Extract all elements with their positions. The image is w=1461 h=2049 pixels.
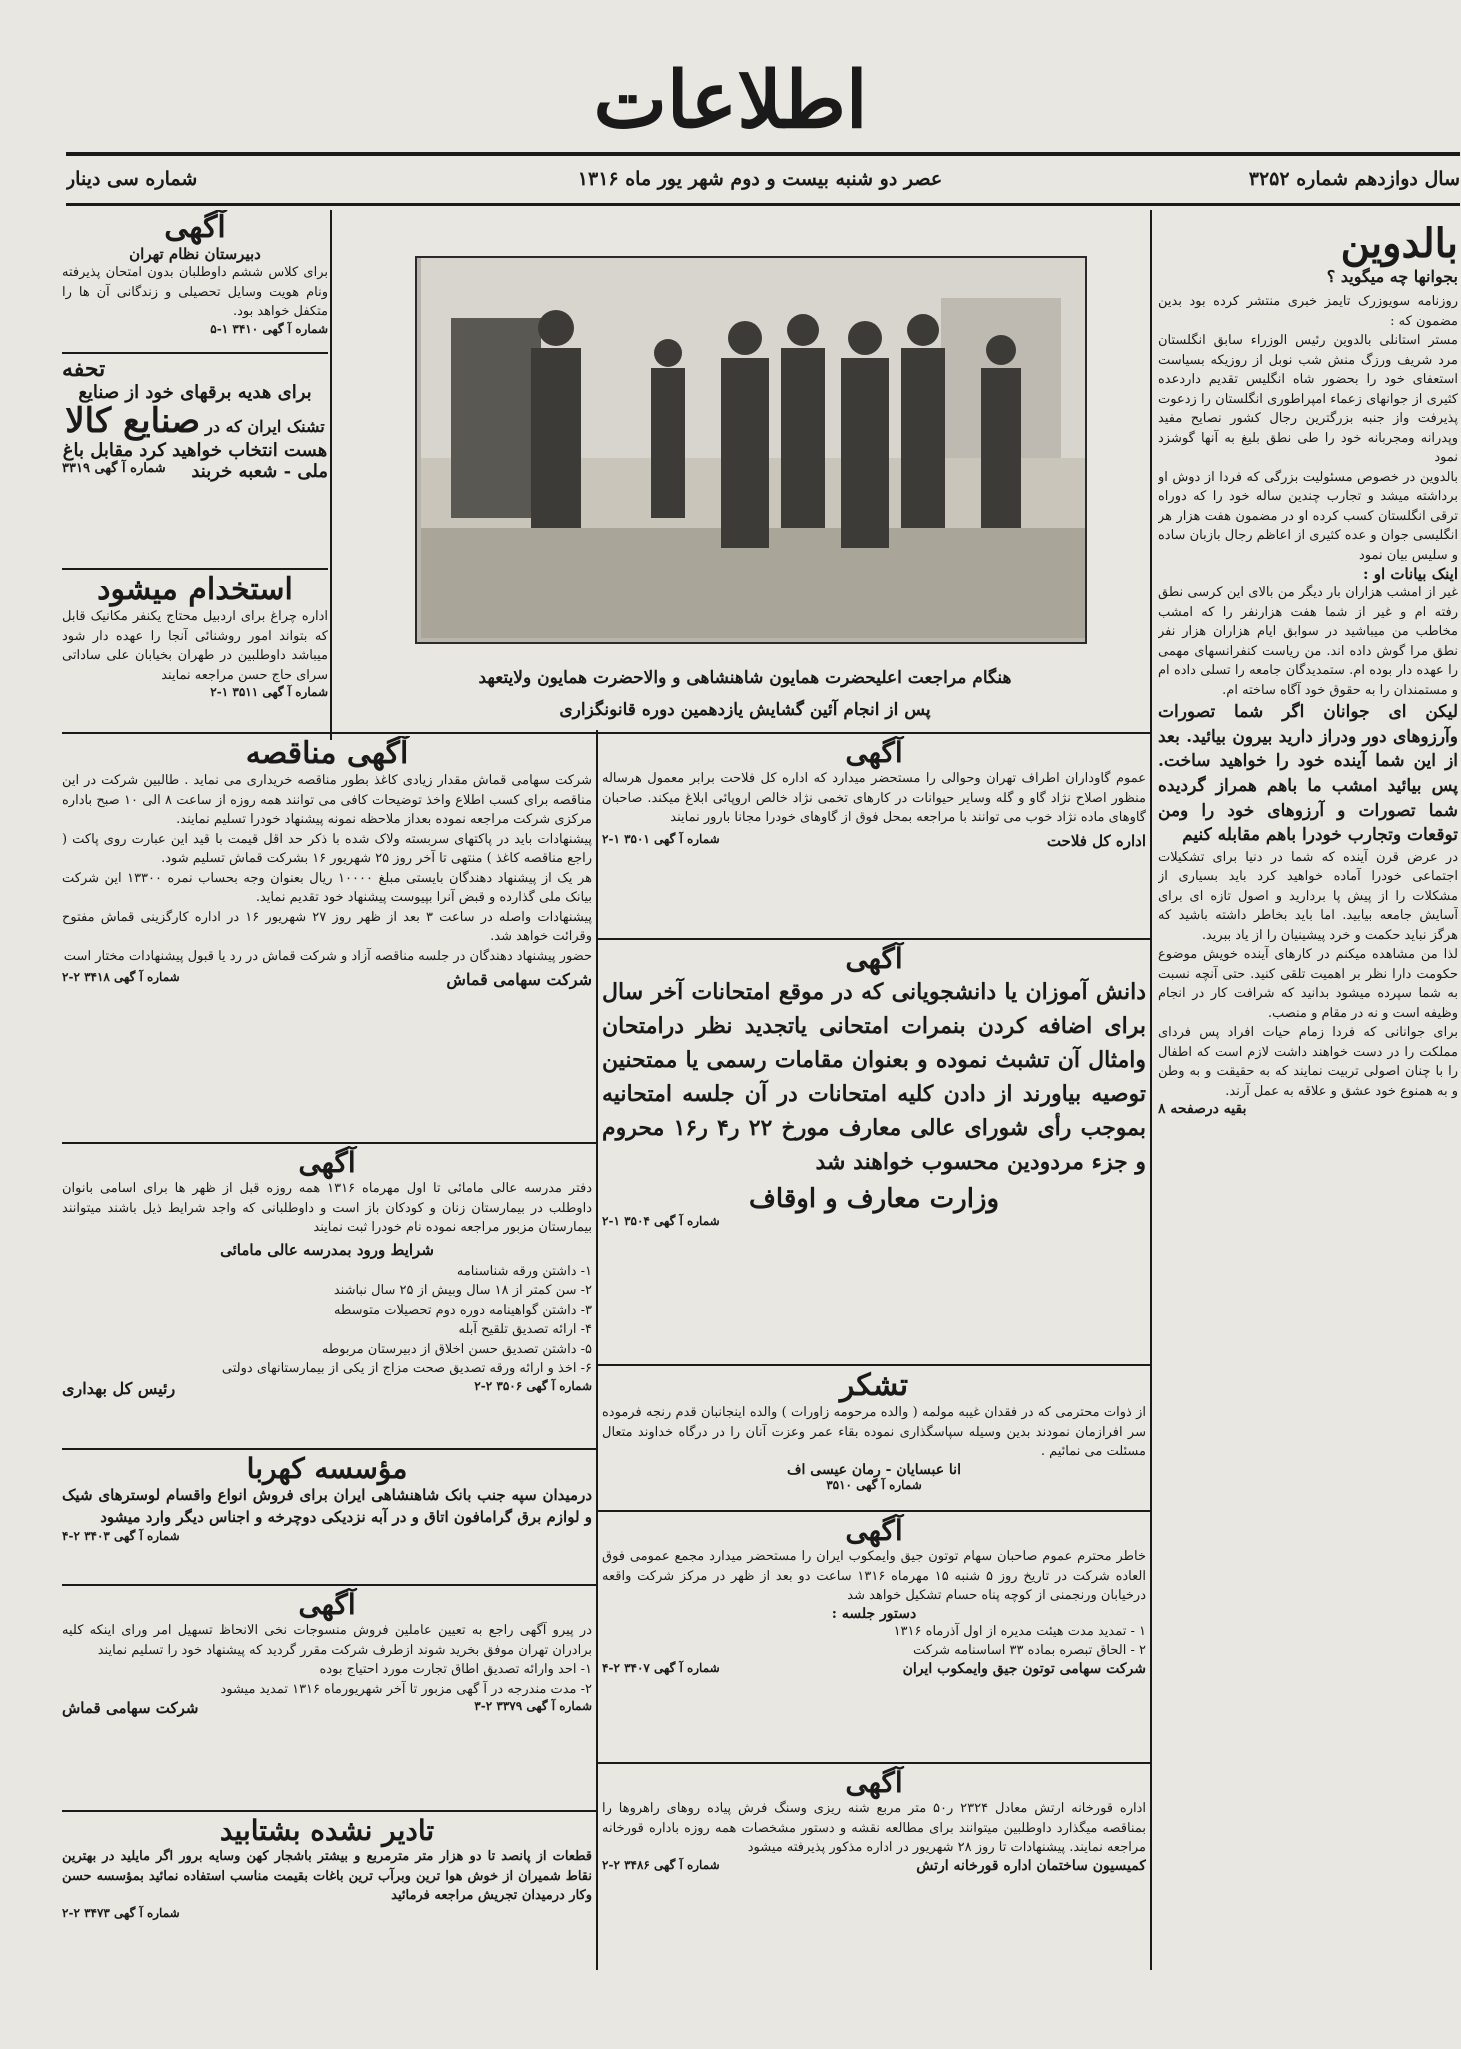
list-item: ۲ - الحاق تبصره بماده ۳۳ اساسنامه شرکت xyxy=(913,1643,1146,1658)
ad-hiring-ref: شماره آ گهی ۳۵۱۱ ۱-۲ xyxy=(210,685,328,699)
ad-army-signature: کمیسیون ساختمان اداره قورخانه ارتش xyxy=(916,1857,1146,1874)
royal-photo xyxy=(415,256,1087,644)
divider xyxy=(62,352,328,354)
ad-qumash-signature: شرکت سهامی قماش xyxy=(62,1699,199,1717)
ad-hiring-text: اداره چراغ برای اردبیل محتاج یکنفر مکانیک قابل که بتواند امور روشنائی آنجا را عهده دار شود میباشد داوطلبین در طهران بخیابان علی ساداتی سرای حاج حسن مراجعه نمایند xyxy=(62,609,328,683)
ad-tender-paragraph: هر یک از پیشنهاد دهندگان بایستی مبلغ ۱۰۰۰۰ ریال بعنوان وجه بحساب نمره ۱۳۳۰۰ این شرکت بیانک ملی گذارده و قبض آنرا بپیوست پیشنهاد خود تقدیم نماید. xyxy=(62,870,592,905)
photo-caption-1: هنگام مراجعت اعلیحضرت همایون شاهنشاهی و والاحضرت همایون ولایتعهد xyxy=(478,668,1012,688)
baldwin-speech-heading: اینک بیانات او : xyxy=(1362,565,1458,583)
ad-gift-line1: برای هدیه برقهای خود از صنایع xyxy=(78,382,312,403)
ad-rare-text: قطعات از پانصد تا دو هزار متر مترمربع و بیشتر باشجار کهن وسایه برور اگر مایلید در بهترین نقاط شمیران از خوش هوا ترین وبرآب ترین باغات بقیمت مناسب استفاده نمائید بمؤسسه حسن وکار درمیدان تجریش مراجعه فرمائید xyxy=(62,1849,592,1903)
dateline-rule xyxy=(66,203,1460,206)
ad-gift-title: تحفه xyxy=(62,356,106,382)
ad-students-title: آگهی xyxy=(845,942,903,975)
list-item: ۱- احد وارائه تصدیق اطاق تجارت مورد احتیاج بوده xyxy=(319,1662,592,1677)
divider xyxy=(62,568,328,570)
dateline-date: عصر دو شنبه بیست و دوم شهر یور ماه ۱۳۱۶ xyxy=(577,168,943,190)
baldwin-paragraph: لذا من مشاهده میکنم در کارهای آینده خویش موضوع حکومت دارا نظر بر اهمیت تلقی کنید. حتی آنچه نسبت به شما سپرده میشود بدانید که شرافت کار در انجام وظیفه است و نه در مقام و منصب. xyxy=(1158,947,1458,1021)
ad-thanks xyxy=(602,1368,1146,1508)
baldwin-paragraph: مستر استانلی بالدوین رئیس الوزراء سابق انگلستان مرد شریف ورزگ منش شب نوبل از روزیکه بسیاست استعفای خود را بحضور شاه انگلیس تقدیم داردعده کثیری از جوانهای زعماء امپراطوری انگلستان را زدعوت پذیرفت واز جنبه بزرگترین رجال کشور نصایح مفید وپدرانه ومجربانه خود را طی نطق بلیغ به آنها گوشزد نمود xyxy=(1158,333,1458,465)
list-item: ۱ - تمدید مدت هیئت مدیره از اول آذرماه ۱۳۱۶ xyxy=(893,1623,1146,1639)
ad-military-school-text: برای کلاس ششم داوطلبان بدون امتحان پذیرفته ونام هویت وسایل تحصیلی و زندگانی آن ها را متکفل خواهد بود. xyxy=(62,265,328,319)
ad-tender-paragraph: شرکت سهامی قماش مقدار زیادی کاغذ بطور مناقصه خریداری می نماید . طالبین شرکت در این مناقصه برای کسب اطلاع واخذ توضیحات کافی می توانند همه روزه از ساعت ۸ الی ۱۰ صبح باداره مرکزی شرکت مراجعه نموده بعداز ملاحظه نمونه پیشنهاد خودرا تسلیم نمایند. xyxy=(62,773,592,827)
ad-students-ref: شماره آ گهی ۳۵۰۴ ۱-۲ xyxy=(602,1213,720,1228)
ad-tobacco-text: خاطر محترم عموم صاحبان سهام توتون جیق وایمکوب ایران را مستحضر میدارد مجمع عمومی فوق العاده شرکت در تاریخ روز ۵ شنبه ۱۵ مهرماه ۱۳۱۶ ساعت دو بعد از ظهر در مرکز شرکت واقعه درخیابان ورنجمنی از کوچه پناه حسام تشکیل خواهد شد xyxy=(602,1549,1146,1603)
ad-thanks-ref: شماره آ گهی ۳۵۱۰ xyxy=(826,1477,922,1492)
ad-kahroba-ref: شماره آ گهی ۳۴۰۳ ۲-۴ xyxy=(62,1528,180,1543)
ad-gift-line2: تشنک ایران که در xyxy=(205,417,325,436)
ad-kahroba-text: درمیدان سپه جنب بانک شاهنشاهی ایران برای فروش انواع واقسام لوسترهای شیک و لوازم برق گرامافون اتاق و در آبه نزدیکی دوچرخه و اجناس دیگر وارد میشود xyxy=(62,1486,592,1526)
column-rule-top-left xyxy=(330,210,332,740)
baldwin-paragraph: در عرض قرن آینده که شما در دنیا برای تشکیلات اجتماعی خودرا آماده خواهید کرد باید بسیاری از مشکلات را از پیش پا بردارید و اصول تازه ای برای آسایش جامعه بیابید. اما باید بخاطر داشته باشید که هرگز نباید حکمت و خرد پیشینیان را از یاد ببرید. xyxy=(1158,849,1458,943)
divider xyxy=(62,1448,596,1450)
ad-gift xyxy=(62,356,328,566)
ad-thanks-title: تشکر xyxy=(839,1368,909,1403)
baldwin-paragraph-bold: لیکن ای جوانان اگر شما تصورات وآرزوهای دور ودراز دارید بیرون بیائید. بعد از این شما آینده خود را خواهید ساخت. پس بیائید امشب ما باهم همراز گردیده شما تصورات و آرزوهای خود را ومن توقعات وتجارب خودرا باهم مقابله کنیم xyxy=(1158,702,1458,846)
baldwin-article xyxy=(1158,220,1458,1970)
baldwin-paragraph: برای جوانانی که فردا زمام حیات افراد پس فردای مملکت را در دست خواهند داشت لازم است که اطفال را با چنان اصولی تربیت نمایند که به حقیقت و به وطن و به همنوع خود عشق و علاقه به عمل آرند. xyxy=(1158,1025,1458,1099)
baldwin-paragraph: روزنامه سویوزرک تایمز خبری منتشر کرده بود بدین مضمون که : xyxy=(1158,294,1458,329)
ad-students-signature: وزارت معارف و اوقاف xyxy=(748,1183,1000,1214)
divider xyxy=(598,938,1150,940)
divider xyxy=(598,1510,1150,1512)
baldwin-subtitle: بجوانها چه میگوید ؟ xyxy=(1326,267,1458,286)
ad-tender-paragraph: پیشنهادات واصله در ساعت ۳ بعد از ظهر روز ۲۷ شهریور ۱۶ در اداره کارگزینی قماش مفتوح وقرائت خواهد شد. xyxy=(62,909,592,944)
baldwin-title: بالدوین xyxy=(1340,220,1458,267)
ad-rare-ref: شماره آ گهی ۳۴۷۳ ۲-۲ xyxy=(62,1905,180,1920)
ad-tobacco xyxy=(602,1514,1146,1760)
ad-army-title: آگهی xyxy=(845,1766,903,1799)
ad-tender-paragraph: حضور پیشنهاد دهندگان در جلسه مناقصه آزاد و شرکت قماش در رد یا قبول پیشنهادات مختار است xyxy=(63,948,592,964)
list-item: ۱- داشتن ورقه شناسنامه xyxy=(456,1263,592,1279)
baldwin-paragraph: غیر از امشب هزاران بار دیگر من بالای این کرسی نطق رفته ام و غیر از شما هفت هزارنفر را که امشب مخاطب من میباشید در سوابق ایام هزاران هزار نفر نطق مرا گوش داده اند. من ریاست کنفرانسهای مهمی را عهده دار بوده ام. ستمدیدگان جامعه را تسلی داده ام و مستمندان را به حقوق خود آگاه ساخته ام. xyxy=(1158,585,1458,698)
ad-lands-ref: شماره آ گهی ۳۵۰۱ ۱-۲ xyxy=(602,831,720,846)
masthead-rule xyxy=(66,152,1460,156)
ad-tobacco-agenda-title: دستور جلسه : xyxy=(831,1605,917,1622)
divider xyxy=(62,732,1150,734)
ad-tobacco-signature: شرکت سهامی توتون جیق وایمکوب ایران xyxy=(902,1660,1146,1677)
ad-tender-ref: شماره آ گهی ۳۴۱۸ ۲-۲ xyxy=(62,970,180,984)
ad-midwifery-signature: رئیس کل بهداری xyxy=(62,1378,176,1398)
ad-army-ref: شماره آ گهی ۳۴۸۶ ۲-۲ xyxy=(602,1857,720,1872)
ad-students-text: دانش آموزان یا دانشجویانی که در موقع امتحانات آخر سال برای اضافه کردن بنمرات امتحانی یاتجدید نظر درامتحان وامثال آن تشبث نموده و بعنوان مقامات رسمی یا ممتحنین توصیه بیاورند از دادن کلیه امتحانات در آن جلسه امتحانیه بموجب رأی شورای عالی معارف مورخ ۲۲ ر۴ ر۱۶ محروم و جزء مردودین محسوب خواهند شد xyxy=(602,979,1146,1176)
ad-thanks-signature: انا عبسایان - رمان عیسی اف xyxy=(787,1461,961,1478)
ad-hiring-title: استخدام میشود xyxy=(97,572,293,607)
ad-midwifery-title: آگهی xyxy=(298,1146,356,1179)
list-item: ۳- داشتن گواهینامه دوره دوم تحصیلات متوسطه xyxy=(334,1302,592,1318)
ad-kahroba xyxy=(62,1452,592,1582)
ad-rare xyxy=(62,1814,592,1969)
list-item: ۲- مدت مندرجه در آ گهی مزبور تا آخر شهریورماه ۱۳۱۶ تمدید میشود xyxy=(220,1681,592,1697)
ad-midwifery-conditions-title: شرایط ورود بمدرسه عالی مامائی xyxy=(220,1240,434,1259)
ad-tobacco-title: آگهی xyxy=(845,1514,903,1547)
ad-army-text: اداره قورخانه ارتش معادل ۲۳۲۴ ر۵۰ متر مربع شنه ریزی وسنگ فرش پیاده روهای راهروها را بمناقصه میگذارد داوطلبین میتوانند برای مطالعه نقشه و دستور مشخصات همه روزه باداره قورخانه مراجعه نمایند. پیشنهادات تا روز ۲۸ شهریور در اداره مذکور پذیرفته میشود xyxy=(602,1801,1146,1855)
ad-army xyxy=(602,1766,1146,1969)
ad-qumash-ref: شماره آ گهی ۳۳۷۹ ۲-۳ xyxy=(474,1699,592,1713)
column-rule-right xyxy=(1150,210,1152,1970)
ad-lands xyxy=(602,736,1146,936)
photo-scene-icon xyxy=(421,258,1085,638)
photo-caption-2: پس از انجام آئین گشایش یازدهمین دوره قانونگزاری xyxy=(559,700,931,720)
ad-hiring xyxy=(62,572,328,732)
divider xyxy=(598,1364,1150,1366)
ad-tender-paragraph: پیشنهادات باید در پاکتهای سربسته ولاک شده با ذکر حد اقل قیمت با قید این عبارت روی پاکت ( راجع مناقصه کاغذ ) منتهی تا آخر روز ۲۵ شهریور ۱۶ بشرکت قماش تسلیم شود. xyxy=(62,831,592,866)
divider xyxy=(62,1142,596,1144)
ad-military-school xyxy=(62,210,328,350)
list-item: ۵- داشتن تصدیق حسن اخلاق از دبیرستان مربوطه xyxy=(321,1341,592,1357)
dateline-price: شماره سی دینار xyxy=(66,168,198,190)
ad-students xyxy=(602,942,1146,1362)
ad-military-school-ref: شماره آ گهی ۳۴۱۰ ۱-۵ xyxy=(210,321,328,336)
dateline-issue: سال دوازدهم شماره ۳۲۵۲ xyxy=(1248,168,1460,190)
ad-gift-line4: ملی - شعبه خربند xyxy=(191,461,328,483)
divider xyxy=(598,1762,1150,1764)
ad-gift-line3: هست انتخاب خواهید کرد مقابل باغ xyxy=(62,440,328,462)
ad-tender xyxy=(62,736,592,1140)
ad-lands-title: آگهی xyxy=(845,736,903,769)
ad-rare-title: تادیر نشده بشتابید xyxy=(219,1814,435,1847)
list-item: ۲- سن کمتر از ۱۸ سال وبیش از ۲۵ سال نباشند xyxy=(333,1283,592,1298)
ad-tobacco-ref: شماره آ گهی ۳۴۰۷ ۲-۴ xyxy=(602,1660,720,1675)
baldwin-paragraph: بالدوین در خصوص مسئولیت بزرگی که فردا از دوش او برداشته میشد و تجارب چندین ساله خود را که دوراه ترقی انگلستان کسب کرده او در مضمون هفت هزار هر انگلیسی جوان و عده کثیری از اعاظم رجال بازبان ساده و سلیس بیان نمود xyxy=(1158,469,1458,563)
ad-midwifery-ref: شماره آ گهی ۳۵۰۶ ۲-۲ xyxy=(474,1378,592,1393)
ad-gift-brand: صنایع کالا xyxy=(65,401,201,441)
column-rule-middle xyxy=(596,730,598,1970)
ad-midwifery-text: دفتر مدرسه عالی مامائی تا اول مهرماه ۱۳۱۶ همه روزه قبل از ظهر ها برای اسامی بانوان داوطلب در بیمارستان زنان و کودکان باز است و داوطلبانی که واجد شرایط ذیل باشند میتوانند بیمارستان مزبور مراجعه نموده نام خودرا ثبت نمایند xyxy=(62,1181,592,1235)
ad-midwifery xyxy=(62,1146,592,1446)
ad-tender-signature: شرکت سهامی قماش xyxy=(446,970,592,989)
masthead-title: اطلاعات xyxy=(593,55,868,146)
baldwin-continued: بقیه درصفحه ۸ xyxy=(1158,1101,1247,1118)
ad-gift-ref: شماره آ گهی ۳۳۱۹ xyxy=(62,461,166,477)
ad-lands-signature: اداره کل فلاحت xyxy=(1046,831,1146,850)
ad-qumash xyxy=(62,1588,592,1808)
ad-qumash-text: در پیرو آگهی راجع به تعیین عاملین فروش منسوجات نخی الانحاظ تسهیل امر ورای اینکه کلیه برادران تهران موفق بخرید شوند ازطرف شرکت مقرر گردید که پیشنهاد خود را تسلیم نمایند xyxy=(62,1623,592,1658)
list-item: ۶- اخذ و ارائه ورقه تصدیق صحت مزاج از یکی از بیمارستانهای دولتی xyxy=(221,1361,592,1376)
ad-lands-text: عموم گاوداران اطراف تهران وحوالی را مستحضر میدارد که اداره کل فلاحت برابر معمول هرساله منظور اصلاح نژاد گاو و گله وسایر حیوانات در کارهای تخمی نژاد خالص اروپائی ابلاغ میکند. صاحبان گاوهای ماده نژاد خوب می توانند با مراجعه بمحل فوق از گاوهای خودرا مجانا بارور نمایند xyxy=(602,771,1146,825)
ad-kahroba-title: مؤسسه کهربا xyxy=(246,1452,408,1485)
divider xyxy=(62,1810,596,1812)
ad-tender-title: آگهی مناقصه xyxy=(245,736,409,771)
ad-qumash-title: آگهی xyxy=(298,1588,356,1621)
ad-military-school-title: آگهی xyxy=(164,210,226,245)
divider xyxy=(62,1584,596,1586)
list-item: ۴- ارائه تصدیق تلقیح آبله xyxy=(458,1322,592,1337)
ad-military-school-subtitle: دبیرستان نظام تهران xyxy=(129,245,261,263)
ad-thanks-text: از ذوات محترمی که در فقدان غیبه مولمه ( والده مرحومه زاورات ) والده اینجانبان قدم رنجه فرموده سر افرازمان نمودند بدین وسیله سپاسگذاری نموده بقاء عمر وعزت آنان را در درگاه خداوند متعال مسئلت می نمائیم . xyxy=(602,1405,1146,1459)
